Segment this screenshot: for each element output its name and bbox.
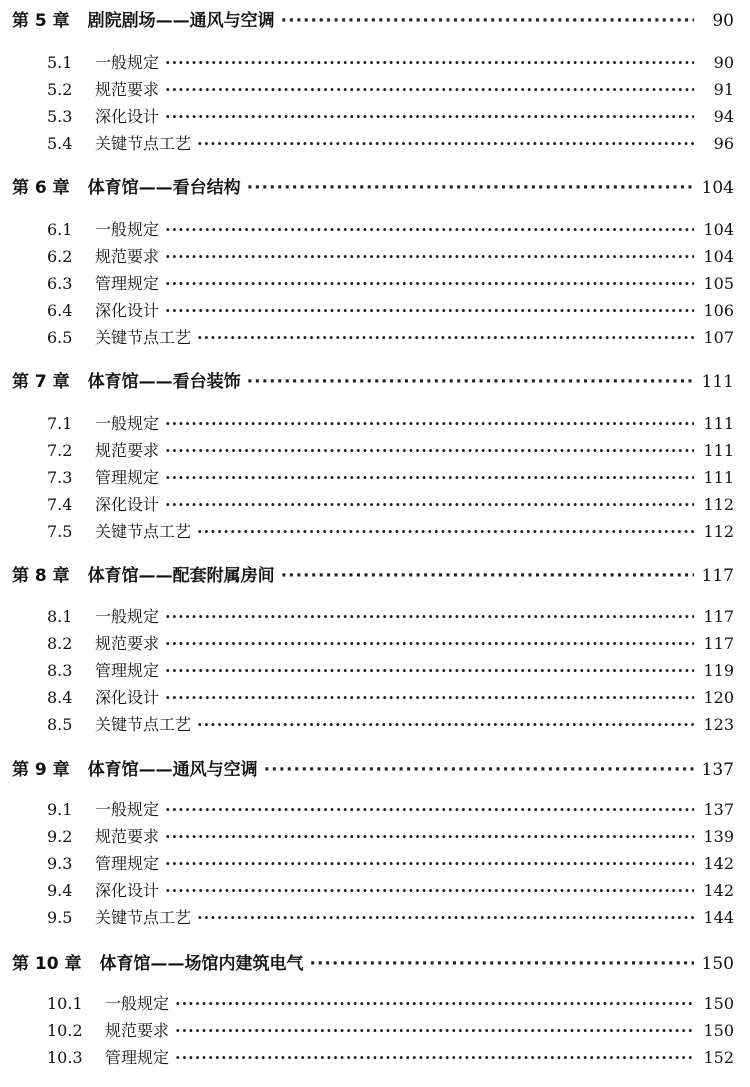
- section-8-1-entry[interactable]: [47, 604, 734, 630]
- chapter-number: 第 8 章: [12, 566, 70, 586]
- dot-leader: [310, 954, 695, 974]
- section-title: 规范要求: [105, 1021, 170, 1040]
- chapter-7-entry[interactable]: [12, 367, 734, 393]
- dot-leader: [165, 441, 694, 460]
- dot-leader: [281, 566, 694, 586]
- page-number: 117: [703, 607, 734, 626]
- dot-leader: [175, 1048, 694, 1067]
- page-number: 111: [703, 441, 734, 460]
- page-number: 120: [703, 688, 734, 707]
- section-5-2-entry[interactable]: [47, 77, 734, 103]
- section-6-1-entry[interactable]: [47, 217, 734, 243]
- dot-leader: [165, 854, 694, 873]
- section-title: 一般规定: [95, 414, 160, 433]
- section-title: 关键节点工艺: [95, 328, 192, 347]
- page-number: 112: [703, 495, 734, 514]
- section-7-5-entry[interactable]: [47, 519, 734, 545]
- page-number: 150: [703, 994, 734, 1013]
- section-number: 9.5: [47, 908, 73, 927]
- chapter-6-entry[interactable]: [12, 173, 734, 199]
- section-number: 9.3: [47, 854, 73, 873]
- chapter-number: 第 10 章: [12, 954, 82, 974]
- chapter-10-entry[interactable]: [12, 949, 734, 975]
- dot-leader: [264, 760, 694, 780]
- section-title: 深化设计: [95, 301, 160, 320]
- section-number: 7.3: [47, 468, 73, 487]
- section-title: 管理规定: [105, 1048, 170, 1067]
- page-number: 91: [713, 80, 734, 99]
- dot-leader: [165, 80, 694, 99]
- section-9-5-entry[interactable]: [47, 905, 734, 931]
- page-number: 144: [703, 908, 734, 927]
- page-number: 150: [703, 1021, 734, 1040]
- section-8-5-entry[interactable]: [47, 712, 734, 738]
- section-5-3-entry[interactable]: [47, 104, 734, 130]
- section-title: 规范要求: [95, 80, 160, 99]
- section-title: 规范要求: [95, 247, 160, 266]
- page-number: 150: [701, 954, 734, 974]
- dot-leader: [165, 827, 694, 846]
- page-number: 152: [703, 1048, 734, 1067]
- page-number: 104: [703, 247, 734, 266]
- chapter-5-entry[interactable]: [12, 6, 734, 32]
- section-title: 一般规定: [95, 607, 160, 626]
- page-number: 119: [703, 661, 734, 680]
- section-title: 深化设计: [95, 107, 160, 126]
- section-title: 深化设计: [95, 881, 160, 900]
- section-title: 管理规定: [95, 854, 160, 873]
- section-number: 5.4: [47, 134, 73, 153]
- page-number: 142: [703, 881, 734, 900]
- dot-leader: [175, 1021, 694, 1040]
- chapter-title: 剧院剧场——通风与空调: [87, 11, 275, 31]
- section-number: 8.5: [47, 715, 73, 734]
- page-number: 104: [701, 178, 734, 198]
- page-number: 111: [701, 372, 734, 392]
- section-title: 关键节点工艺: [95, 522, 192, 541]
- section-8-4-entry[interactable]: [47, 685, 734, 711]
- page-number: 90: [713, 53, 734, 72]
- section-8-2-entry[interactable]: [47, 631, 734, 657]
- section-5-4-entry[interactable]: [47, 131, 734, 157]
- section-10-2-entry[interactable]: [47, 1018, 734, 1044]
- chapter-number: 第 9 章: [12, 760, 70, 780]
- dot-leader: [197, 328, 694, 347]
- chapter-title: 体育馆——看台结构: [87, 178, 241, 198]
- page-number: 106: [703, 301, 734, 320]
- dot-leader: [281, 11, 694, 31]
- section-number: 6.4: [47, 301, 73, 320]
- dot-leader: [165, 220, 694, 239]
- section-number: 9.1: [47, 800, 73, 819]
- dot-leader: [165, 800, 694, 819]
- section-9-3-entry[interactable]: [47, 851, 734, 877]
- section-9-1-entry[interactable]: [47, 797, 734, 823]
- page-number: 105: [703, 274, 734, 293]
- section-number: 6.2: [47, 247, 73, 266]
- page-number: 123: [703, 715, 734, 734]
- chapter-title: 体育馆——场馆内建筑电气: [99, 954, 304, 974]
- dot-leader: [197, 908, 694, 927]
- dot-leader: [165, 274, 694, 293]
- page-number: 137: [701, 760, 734, 780]
- section-number: 9.4: [47, 881, 73, 900]
- section-number: 7.5: [47, 522, 73, 541]
- section-title: 管理规定: [95, 468, 160, 487]
- chapter-number: 第 5 章: [12, 11, 70, 31]
- dot-leader: [165, 53, 694, 72]
- dot-leader: [165, 414, 694, 433]
- section-number: 7.4: [47, 495, 73, 514]
- section-number: 10.3: [47, 1048, 83, 1067]
- section-title: 关键节点工艺: [95, 715, 192, 734]
- dot-leader: [165, 495, 694, 514]
- section-title: 一般规定: [95, 53, 160, 72]
- page-number: 107: [703, 328, 734, 347]
- section-number: 7.1: [47, 414, 73, 433]
- page-number: 139: [703, 827, 734, 846]
- section-number: 9.2: [47, 827, 73, 846]
- section-7-3-entry[interactable]: [47, 465, 734, 491]
- section-number: 5.2: [47, 80, 73, 99]
- chapter-title: 体育馆——配套附属房间: [87, 566, 275, 586]
- page-number: 94: [713, 107, 734, 126]
- section-number: 8.4: [47, 688, 73, 707]
- chapter-9-entry[interactable]: [12, 755, 734, 781]
- section-number: 6.5: [47, 328, 73, 347]
- section-title: 深化设计: [95, 495, 160, 514]
- section-number: 10.2: [47, 1021, 83, 1040]
- section-title: 深化设计: [95, 688, 160, 707]
- section-title: 规范要求: [95, 634, 160, 653]
- section-number: 6.3: [47, 274, 73, 293]
- section-title: 管理规定: [95, 274, 160, 293]
- dot-leader: [247, 372, 694, 392]
- section-number: 8.3: [47, 661, 73, 680]
- dot-leader: [165, 661, 694, 680]
- section-title: 关键节点工艺: [95, 908, 192, 927]
- dot-leader: [197, 134, 694, 153]
- dot-leader: [165, 468, 694, 487]
- section-number: 8.1: [47, 607, 73, 626]
- page-number: 104: [703, 220, 734, 239]
- dot-leader: [165, 107, 694, 126]
- chapter-number: 第 7 章: [12, 372, 70, 392]
- page-number: 111: [703, 468, 734, 487]
- section-9-4-entry[interactable]: [47, 878, 734, 904]
- page-number: 112: [703, 522, 734, 541]
- section-7-2-entry[interactable]: [47, 438, 734, 464]
- section-10-3-entry[interactable]: [47, 1045, 734, 1071]
- dot-leader: [247, 178, 694, 198]
- section-6-3-entry[interactable]: [47, 271, 734, 297]
- dot-leader: [175, 994, 694, 1013]
- chapter-8-entry[interactable]: [12, 561, 734, 587]
- section-number: 6.1: [47, 220, 73, 239]
- section-title: 一般规定: [95, 220, 160, 239]
- page-number: 137: [703, 800, 734, 819]
- dot-leader: [165, 247, 694, 266]
- section-title: 关键节点工艺: [95, 134, 192, 153]
- section-7-4-entry[interactable]: [47, 492, 734, 518]
- section-title: 规范要求: [95, 441, 160, 460]
- page-number: 96: [713, 134, 734, 153]
- chapter-title: 体育馆——通风与空调: [87, 760, 258, 780]
- section-number: 5.1: [47, 53, 73, 72]
- section-10-1-entry[interactable]: [47, 991, 734, 1017]
- dot-leader: [165, 634, 694, 653]
- section-5-1-entry[interactable]: [47, 50, 734, 76]
- page-number: 117: [703, 634, 734, 653]
- section-6-5-entry[interactable]: [47, 325, 734, 351]
- chapter-number: 第 6 章: [12, 178, 70, 198]
- section-title: 规范要求: [95, 827, 160, 846]
- dot-leader: [165, 607, 694, 626]
- section-7-1-entry[interactable]: [47, 411, 734, 437]
- page-number: 111: [703, 414, 734, 433]
- section-6-4-entry[interactable]: [47, 298, 734, 324]
- dot-leader: [165, 881, 694, 900]
- dot-leader: [197, 715, 694, 734]
- dot-leader: [197, 522, 694, 541]
- section-title: 一般规定: [105, 994, 170, 1013]
- section-number: 7.2: [47, 441, 73, 460]
- section-6-2-entry[interactable]: [47, 244, 734, 270]
- section-title: 管理规定: [95, 661, 160, 680]
- section-number: 8.2: [47, 634, 73, 653]
- section-9-2-entry[interactable]: [47, 824, 734, 850]
- section-number: 5.3: [47, 107, 73, 126]
- dot-leader: [165, 301, 694, 320]
- section-title: 一般规定: [95, 800, 160, 819]
- page-number: 90: [712, 11, 734, 31]
- page-number: 142: [703, 854, 734, 873]
- section-number: 10.1: [47, 994, 83, 1013]
- page-number: 117: [701, 566, 734, 586]
- dot-leader: [165, 688, 694, 707]
- section-8-3-entry[interactable]: [47, 658, 734, 684]
- chapter-title: 体育馆——看台装饰: [87, 372, 241, 392]
